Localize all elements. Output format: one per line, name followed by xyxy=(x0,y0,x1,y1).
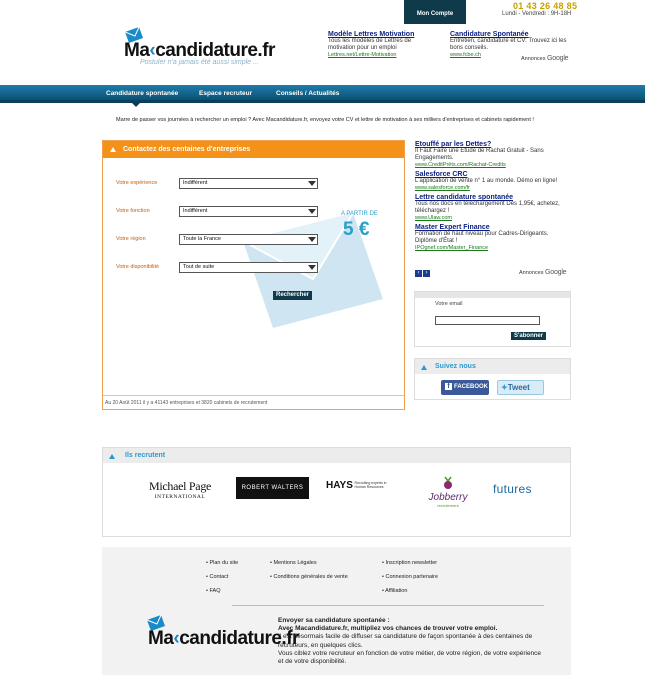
ad-body: Tous nos docs en téléchargement Dès 1,95€, achetez, téléchargez ! xyxy=(415,201,560,214)
ad-title[interactable]: Etouffé par les Dettes? xyxy=(415,141,492,148)
region-select[interactable] xyxy=(179,234,318,245)
ad-body: Formation de haut niveau pour Cadres-Dirigeants. Diplôme d'État ! xyxy=(415,231,549,244)
tagline: Postuler n'a jamais été aussi simple ... xyxy=(140,59,259,66)
header-ad-1[interactable] xyxy=(328,31,428,58)
logo-name: HAYS xyxy=(326,480,353,491)
nav-espace-recruteur[interactable]: Espace recruteur xyxy=(199,90,253,97)
facebook-button[interactable] xyxy=(441,380,489,395)
search-panel-header xyxy=(103,141,404,158)
availability-select[interactable] xyxy=(179,262,318,273)
logo-sub: INTERNATIONAL xyxy=(154,494,206,500)
footer-link-mentions[interactable]: • Mentions Légales xyxy=(270,560,317,566)
logo-name: futures xyxy=(493,482,532,496)
dropdown-arrow-icon xyxy=(308,237,316,242)
footer-link-plan[interactable]: • Plan du site xyxy=(206,560,238,566)
promo-label: A PARTIR DE xyxy=(341,211,378,217)
footer-link-faq[interactable]: • FAQ xyxy=(206,588,220,594)
region-label: Votre région xyxy=(116,236,146,242)
ads-label: Annonces xyxy=(519,270,544,276)
footer-link-affiliation[interactable]: • Affiliation xyxy=(382,588,407,594)
ad-url[interactable]: Lettres.net/Lettre-Motivation xyxy=(328,52,397,58)
logo-text-candidature: candidature.fr xyxy=(179,628,299,649)
logo-hays[interactable] xyxy=(326,480,398,491)
experience-label: Votre expérience xyxy=(116,180,158,186)
right-ad-1[interactable] xyxy=(415,141,570,168)
recruiters-title: Ils recrutent xyxy=(125,452,166,459)
dropdown-arrow-icon xyxy=(308,209,316,214)
ad-title[interactable]: Salesforce CRC xyxy=(415,171,468,178)
ad-body: Il Faut Faire une Etude de Rachat Gratuit - Sans Engagements. xyxy=(415,148,544,161)
divider xyxy=(103,395,404,396)
logo-futures[interactable] xyxy=(493,482,532,496)
ad-body: Entretien, candidature et CV: Trouvez ici les bons conseils. xyxy=(450,38,567,51)
ad-title[interactable]: Modèle Lettres Motivation xyxy=(328,31,415,38)
footer-link-cgv[interactable]: • Conditions générales de vente xyxy=(270,574,348,580)
ad-body: Tous les modèles de Lettres de motivation pour un emploi xyxy=(328,38,412,51)
right-ad-4[interactable] xyxy=(415,224,570,251)
logo-sub: recrutement xyxy=(437,503,459,508)
logo-name: ROBERT WALTERS xyxy=(241,485,304,491)
recruiters-bar xyxy=(103,448,570,463)
triangle-icon xyxy=(109,454,115,459)
ad-body: L'application de vente n° 1 au monde. Démo en ligne! xyxy=(415,178,558,184)
ads-by-google[interactable] xyxy=(521,55,568,62)
triangle-icon xyxy=(421,365,427,370)
follow-title: Suivez nous xyxy=(435,363,476,370)
main-nav xyxy=(0,85,645,103)
region-value: Toute la France xyxy=(183,236,221,242)
footer-text xyxy=(278,617,548,666)
function-select[interactable] xyxy=(179,206,318,217)
twitter-bird-icon: ✦ xyxy=(501,383,508,392)
email-label: Votre email xyxy=(435,301,463,307)
right-ad-2[interactable] xyxy=(415,171,570,191)
ads-by-google[interactable] xyxy=(519,269,566,276)
newsletter-bar xyxy=(415,292,570,298)
ad-url[interactable]: www.salesforce.com/fr xyxy=(415,185,471,191)
ad-url[interactable]: www.fcbe.ch xyxy=(450,52,481,58)
google-label: Google xyxy=(547,55,569,62)
stats-text: Au 20 Août 2011 il y a 41143 entreprises et 3820 cabinets de recrutement xyxy=(105,400,268,406)
phone-number: 01 43 26 48 85 xyxy=(513,1,578,11)
function-value: Indifférent xyxy=(183,208,208,214)
availability-label: Votre disponibilité xyxy=(116,264,160,270)
opening-hours: Lundi - Vendredi : 9H-18H xyxy=(502,11,572,17)
divider xyxy=(232,605,544,606)
footer xyxy=(102,547,571,675)
facebook-label: FACEBOOK xyxy=(454,384,489,390)
nav-conseils-actualites[interactable]: Conseils / Actualités xyxy=(276,90,340,97)
search-panel-title: Contactez des centaines d'entreprises xyxy=(123,146,251,153)
ad-title[interactable]: Master Expert Finance xyxy=(415,224,490,231)
footer-link-contact[interactable]: • Contact xyxy=(206,574,228,580)
tweet-button[interactable] xyxy=(497,380,544,395)
right-ads xyxy=(415,141,570,254)
tweet-label: Tweet xyxy=(507,383,530,392)
intro-text: Marre de passer vos journées à rechercher un emploi ? Avec Macandidature.fr, envoyez votre CV et lettre de motivation à ses milliers d'entreprises et cabinets rapidement ! xyxy=(116,117,534,123)
logo-robert-walters[interactable] xyxy=(236,477,309,499)
triangle-icon xyxy=(110,147,116,152)
header-ad-2[interactable] xyxy=(450,31,570,58)
experience-select[interactable] xyxy=(179,178,318,189)
follow-box xyxy=(414,358,571,400)
ad-url[interactable]: www.CreditPrêts.com/Rachat-Credits xyxy=(415,162,506,168)
promo-price: 5 € xyxy=(343,219,370,240)
recruiters-section xyxy=(102,447,571,537)
site-logo[interactable]: Ma‹candidature.fr xyxy=(106,24,276,70)
next-arrow-icon[interactable]: › xyxy=(423,270,430,277)
ad-title[interactable]: Lettre candidature spontanée xyxy=(415,194,514,201)
email-input[interactable] xyxy=(435,316,540,325)
experience-value: Indifférent xyxy=(183,180,208,186)
search-button[interactable]: Rechercher xyxy=(273,291,312,300)
logo-michael-page[interactable] xyxy=(149,479,211,500)
footer-body-2: Vous ciblez votre recruteur en fonction de votre métier, de votre région, de votre expérience et de votre disponibilité. xyxy=(278,649,542,666)
availability-value: Tout de suite xyxy=(183,264,215,270)
logo-text-ma: Ma xyxy=(148,628,174,649)
facebook-icon: f xyxy=(445,383,452,390)
dropdown-arrow-icon xyxy=(308,181,316,186)
newsletter-box xyxy=(414,291,571,347)
logo-text-candidature: candidature.fr xyxy=(155,40,275,61)
account-tab[interactable]: Mon Compte xyxy=(404,0,466,24)
search-panel xyxy=(102,140,405,410)
ads-pager xyxy=(415,270,431,277)
ad-url[interactable]: IPOgnef.com/Master_Finance xyxy=(415,245,489,251)
right-ad-3[interactable] xyxy=(415,194,570,221)
footer-link-newsletter[interactable]: • Inscription newsletter xyxy=(382,560,437,566)
prev-arrow-icon[interactable]: ‹ xyxy=(415,270,422,277)
footer-logo[interactable]: Ma‹candidature.fr xyxy=(124,613,274,657)
google-label: Google xyxy=(545,269,567,276)
ads-label: Annonces xyxy=(521,56,546,62)
footer-link-partner[interactable]: • Connexion partenaire xyxy=(382,574,438,580)
dropdown-arrow-icon xyxy=(308,265,316,270)
logo-name: Jobberry xyxy=(428,492,468,503)
jobberry-berry-icon xyxy=(439,476,457,490)
footer-body-1: Il est désormais facile de diffuser sa candidature de façon spontanée à des centaines de recruteurs, en quelques clics. xyxy=(278,633,533,649)
nav-active-marker xyxy=(132,103,140,107)
subscribe-button[interactable]: S'abonner xyxy=(511,332,546,340)
logo-name: Michael Page xyxy=(149,479,212,493)
function-label: Votre fonction xyxy=(116,208,150,214)
nav-candidature-spontanee[interactable]: Candidature spontanée xyxy=(106,90,179,97)
footer-lead: Avec Macandidature.fr, multipliez vos chances de trouver votre emploi. xyxy=(278,625,498,633)
logo-jobberry[interactable] xyxy=(423,476,473,508)
ad-url[interactable]: www.Ulaw.com xyxy=(415,215,452,221)
footer-title: Envoyer sa candidature spontanée : xyxy=(278,617,390,624)
ad-title[interactable]: Candidature Spontanée xyxy=(450,31,529,38)
logo-text-ma: Ma xyxy=(124,40,150,61)
logo-sub: Recruiting experts in Human Resources xyxy=(354,481,387,489)
